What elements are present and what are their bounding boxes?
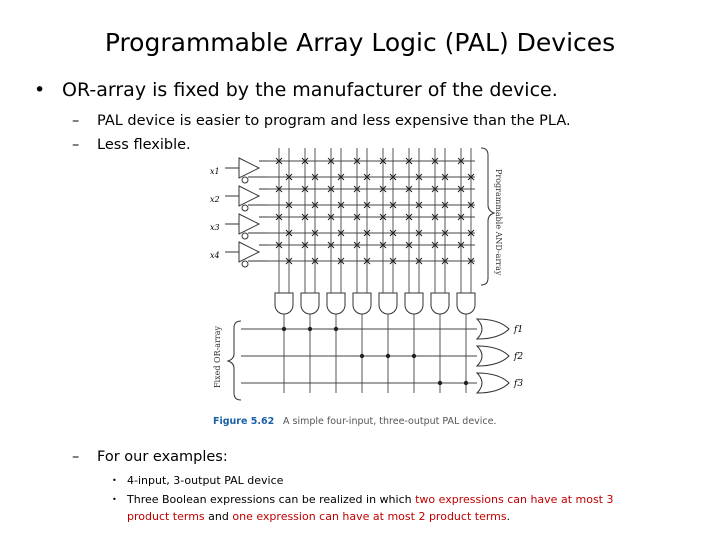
pal-device-figure [205,143,535,428]
connection-dot [360,354,364,358]
output-label-f3: f3 [514,379,524,389]
connection-dot [308,327,312,331]
connection-dot [438,381,442,385]
input-label-x3: x3 [210,223,220,232]
and-gate [353,293,371,314]
or-gate [477,319,509,339]
sub-bullet-text: Less flexible. [97,137,191,153]
input-buffer [239,242,259,262]
bullet-icon: • [112,476,117,485]
input-label-x1: x1 [210,167,220,176]
sub-sub-bullet-text [127,491,652,525]
sub-bullet-less-flexible [72,137,191,153]
input-buffer [239,214,259,234]
bullet-or-array [34,79,558,101]
connection-dot [282,327,286,331]
and-gate [405,293,423,314]
output-label-f1: f1 [514,325,524,335]
sub-bullet-text: PAL device is easier to program and less expensive than the PLA. [97,113,571,129]
or-array-brace [228,321,241,400]
dash-icon: – [72,137,80,153]
and-gate [301,293,319,314]
or-gate [477,346,509,366]
inverter-bubble [242,233,248,239]
text-run: and [204,510,233,523]
sub-sub-bullet-expressions [112,491,652,525]
sub-sub-bullet-text: 4-input, 3-output PAL device [127,474,284,487]
dash-icon: – [72,113,80,129]
connection-dot [334,327,338,331]
dash-icon: – [72,449,80,465]
or-array-label: Fixed OR-array [213,325,222,388]
and-gate [457,293,475,314]
and-gate [327,293,345,314]
inverter-bubble [242,205,248,211]
array-lines [241,148,477,393]
or-gates [477,319,509,393]
programmed-connections [276,158,474,264]
inverter-bubble [242,177,248,183]
highlight-text: one expression can have at most 2 product terms [232,510,507,523]
and-gate [275,293,293,314]
and-gate [431,293,449,314]
sub-bullet-text: For our examples: [97,449,228,465]
slide-title: Programmable Array Logic (PAL) Devices [104,28,616,57]
highlight-text: two expressions can have at most 3 product terms [127,493,614,523]
sub-bullet-examples [72,449,228,465]
sub-sub-bullet-input-output [112,472,672,489]
bullet-text: OR-array is fixed by the manufacturer of the device. [62,79,558,101]
figure-caption-number: Figure 5.62 [213,416,275,427]
sub-bullet-easier [72,113,571,129]
text-run: Three Boolean expressions can be realized in which [127,493,416,506]
figure-caption-text: A simple four-input, three-output PAL device. [283,416,497,427]
or-gate [477,373,509,393]
and-gates [275,293,475,314]
output-label-f2: f2 [514,352,524,362]
text-run: . [506,510,511,523]
bullet-icon: • [34,79,46,101]
input-buffer [239,158,259,178]
connection-dot [412,354,416,358]
bullet-icon: • [112,495,117,504]
input-label-x2: x2 [210,195,220,204]
input-buffer [239,186,259,206]
and-gate [379,293,397,314]
connection-dot [464,381,468,385]
and-array-brace [481,148,494,285]
connection-dot [386,354,390,358]
input-label-x4: x4 [210,251,220,260]
inverter-bubble [242,261,248,267]
and-array-label: Programmable AND-array [494,169,503,276]
